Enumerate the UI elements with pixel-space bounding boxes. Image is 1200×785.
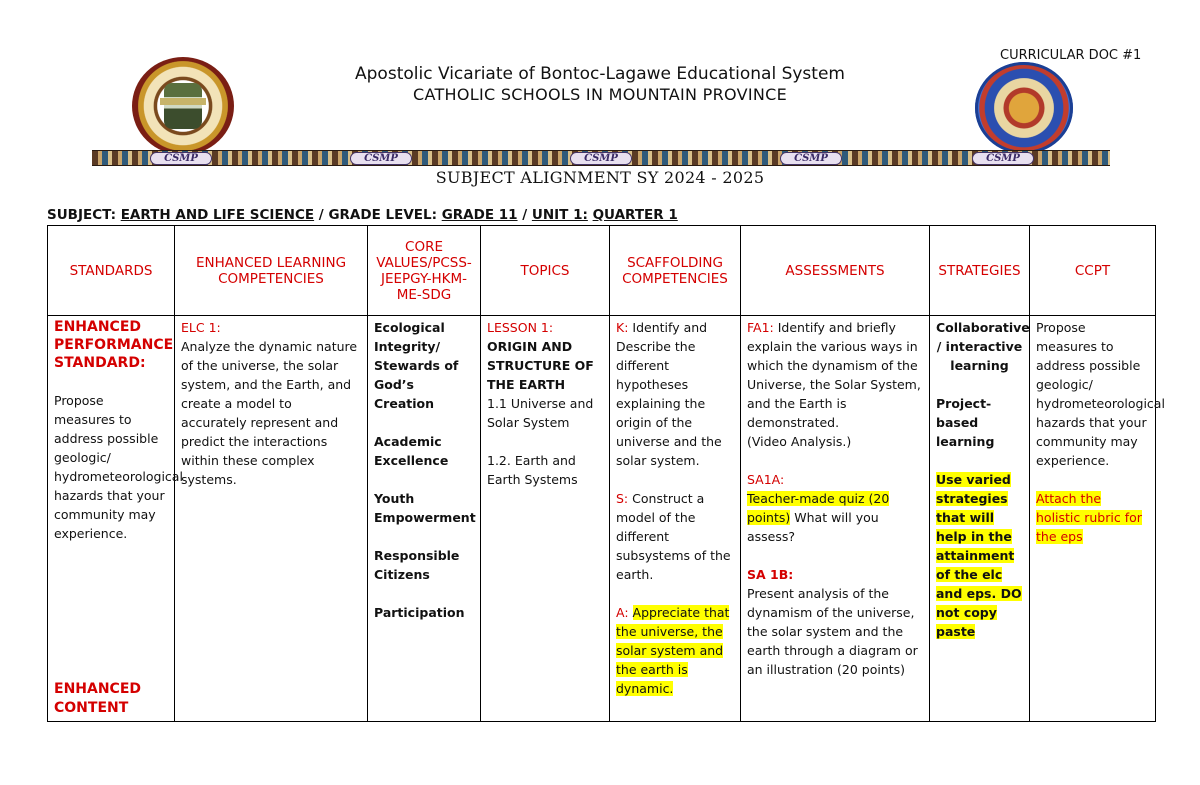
topic-sub-1: 1.1 Universe and Solar System	[487, 396, 594, 430]
lesson-title: ORIGIN AND STRUCTURE OF THE EARTH	[487, 339, 594, 392]
sa1a-text: What will you assess?	[747, 510, 879, 544]
performance-standard-heading: ENHANCED PERFORMANCE STANDARD:	[54, 319, 174, 371]
strategy-item: Project-based learning	[936, 396, 995, 449]
table-header-row	[48, 226, 1156, 316]
core-value-item: Youth Empowerment	[374, 491, 476, 525]
strategy-note: Use varied strategies that will help in the attainment of the elc and eps. DO not copy paste	[936, 472, 1022, 639]
topics-cell	[481, 316, 610, 722]
s-label: S:	[616, 491, 629, 506]
banner-tag: CSMP	[780, 152, 842, 165]
separator: /	[522, 207, 528, 223]
s-text: Construct a model of the different subsystems of the earth.	[616, 491, 731, 582]
sa1b-text: Present analysis of the dynamism of the universe, the solar system and the earth through a diagram or an illustration (20 points)	[747, 586, 918, 677]
k-text: Identify and Describe the different hypotheses explaining the origin of the universe and the solar system.	[616, 320, 722, 468]
header-assessments: ASSESSMENTS	[741, 226, 930, 316]
sa1a-highlight: Teacher-made quiz (20 points)	[747, 491, 890, 525]
fa1-text: Identify and briefly explain the various ways in which the dynamism of the Universe, the Solar System, and the Earth is demonstrated.	[747, 320, 921, 430]
k-label: K:	[616, 320, 629, 335]
sa1a-label: SA1A:	[747, 472, 785, 487]
table-row	[48, 316, 1156, 722]
assessments-cell	[741, 316, 930, 722]
header-core-values: CORE VALUES/PCSS-JEEPGY-HKM-ME-SDG	[368, 226, 481, 316]
topic-sub-2: 1.2. Earth and Earth Systems	[487, 453, 578, 487]
elc-label: ELC 1:	[181, 320, 221, 335]
sa1b-label: SA 1B:	[747, 567, 794, 582]
header-scaffolding: SCAFFOLDING COMPETENCIES	[610, 226, 741, 316]
scaffolding-cell	[610, 316, 741, 722]
header-topics: TOPICS	[481, 226, 610, 316]
subject-line	[47, 207, 678, 223]
header-ccpt: CCPT	[1030, 226, 1156, 316]
fa1-note: (Video Analysis.)	[747, 434, 852, 449]
content-standard-heading: ENHANCED CONTENT	[54, 681, 142, 716]
page-title: SUBJECT ALIGNMENT SY 2024 - 2025	[435, 168, 765, 187]
core-value-item: Responsible Citizens	[374, 548, 460, 582]
lesson-label: LESSON 1:	[487, 320, 554, 335]
strategy-item: Collaborative / interactive learning	[936, 320, 1030, 373]
a-label: A:	[616, 605, 629, 620]
banner-tag: CSMP	[150, 152, 212, 165]
grade-value: GRADE 11	[441, 207, 518, 223]
core-value-item: Ecological Integrity/ Stewards of God’s Creation	[374, 320, 459, 411]
core-values-cell	[368, 316, 481, 722]
org-line-2: CATHOLIC SCHOOLS IN MOUNTAIN PROVINCE	[412, 85, 788, 104]
banner-tag: CSMP	[350, 152, 412, 165]
subject-label: SUBJECT:	[47, 207, 116, 223]
doc-number: CURRICULAR DOC #1	[1000, 48, 1142, 63]
strategies-cell	[930, 316, 1030, 722]
banner-tag: CSMP	[972, 152, 1034, 165]
banner-tag: CSMP	[570, 152, 632, 165]
subject-value: EARTH AND LIFE SCIENCE	[120, 207, 315, 223]
ccpt-note: Attach the holistic rubric for the eps	[1036, 491, 1142, 544]
unit-value: UNIT 1:	[531, 207, 588, 223]
elc-text: Analyze the dynamic nature of the universe, the solar system, and the Earth, and create a model to accurately represent and predict the interactions within these complex systems.	[181, 339, 358, 487]
fa1-label: FA1:	[747, 320, 774, 335]
a-text: Appreciate that the universe, the solar system and the earth is dynamic.	[616, 605, 730, 696]
org-line-1: Apostolic Vicariate of Bontoc-Lagawe Educational System	[355, 64, 845, 84]
alignment-table	[47, 225, 1165, 722]
standards-cell	[48, 316, 183, 722]
separator: /	[318, 207, 324, 223]
grade-label: GRADE LEVEL:	[328, 207, 437, 223]
quarter-value: QUARTER 1	[592, 207, 678, 223]
core-value-item: Academic Excellence	[374, 434, 449, 468]
ccpt-text: Propose measures to address possible geologic/ hydrometeorological hazards that your community may experience.	[1036, 320, 1165, 468]
elc-cell	[175, 316, 368, 722]
header-strategies: STRATEGIES	[930, 226, 1030, 316]
core-value-item: Participation	[374, 605, 465, 620]
performance-standard-text: Propose measures to address possible geologic/ hydrometeorological hazards that your community may experience.	[54, 393, 183, 541]
ccpt-cell	[1030, 316, 1165, 722]
header-elc: ENHANCED LEARNING COMPETENCIES	[175, 226, 368, 316]
header-banner	[92, 150, 1110, 166]
header-standards: STANDARDS	[48, 226, 175, 316]
